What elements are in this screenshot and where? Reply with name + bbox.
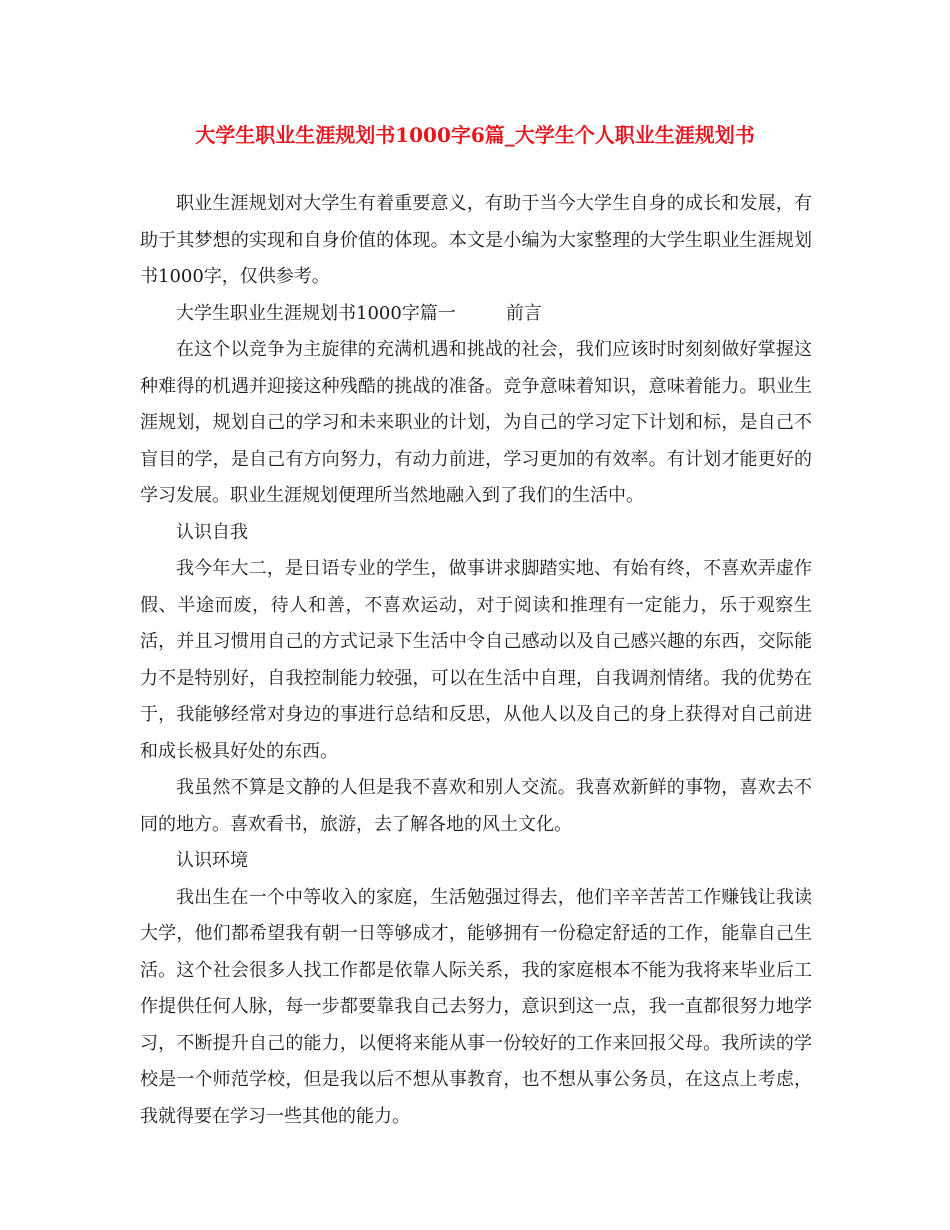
heading-environment: 认识环境 [176,850,248,871]
section-heading: 大学生职业生涯规划书1000字篇一 [176,302,456,324]
self-paragraph-1: 我今年大二，是日语专业的学生，做事讲求脚踏实地、有始有终，不喜欢弄虚作假、半途而废，待人和善，不喜欢运动，对于阅读和推理有一定能力，乐于观察生活，并且习惯用自己的方式记录下生活中令自己感动以及自己感兴趣的东西，交际能力不是特别好，自我控制能力较强，可以在生活中自理，自我调剂情绪。我的优势在于，我能够经常对身边的事进行总结和反思，从他人以及自己的身上获得对自己前进和成长极具好处的东西。 [140,558,812,762]
document-title: 大学生职业生涯规划书1000字6篇_大学生个人职业生涯规划书 [195,123,755,147]
self-paragraph-2: 我虽然不算是文静的人但是我不喜欢和别人交流。我喜欢新鲜的事物，喜欢去不同的地方。喜欢看书，旅游，去了解各地的风土文化。 [140,777,812,835]
section-heading-line [140,296,812,333]
intro-paragraph: 职业生涯规划对大学生有着重要意义，有助于当今大学生自身的成长和发展，有助于其梦想的实现和自身价值的体现。本文是小编为大家整理的大学生职业生涯规划书1000字，仅供参考。 [140,193,812,287]
preface-paragraph: 在这个以竞争为主旋律的充满机遇和挑战的社会，我们应该时时刻刻做好掌握这种难得的机遇并迎接这种残酷的挑战的准备。竞争意味着知识，意味着能力。职业生涯规划，规划自己的学习和未来职业的计划，为自己的学习定下计划和标，是自己不盲目的学，是自己有方向努力，有动力前进，学习更加的有效率。有计划才能更好的学习发展。职业生涯规划便理所当然地融入到了我们的生活中。 [140,339,812,506]
section-subheading: 前言 [505,302,542,324]
heading-self: 认识自我 [176,521,248,543]
environment-paragraph: 我出生在一个中等收入的家庭，生活勉强过得去，他们辛辛苦苦工作赚钱让我读大学，他们都希望我有朝一日等够成才，能够拥有一份稳定舒适的工作，能靠自己生活。这个社会很多人找工作都是依靠人际关系，我的家庭根本不能为我将来毕业后工作提供任何人脉，每一步都要靠我自己去努力，意识到这一点，我一直都很努力地学习，不断提升自己的能力，以便将来能从事一份较好的工作来回报父母。我所读的学校是一个师范学校，但是我以后不想从事教育，也不想从事公务员，在这点上考虑，我就得要在学习一些其他的能力。 [140,886,812,1127]
document-body [140,186,812,1135]
